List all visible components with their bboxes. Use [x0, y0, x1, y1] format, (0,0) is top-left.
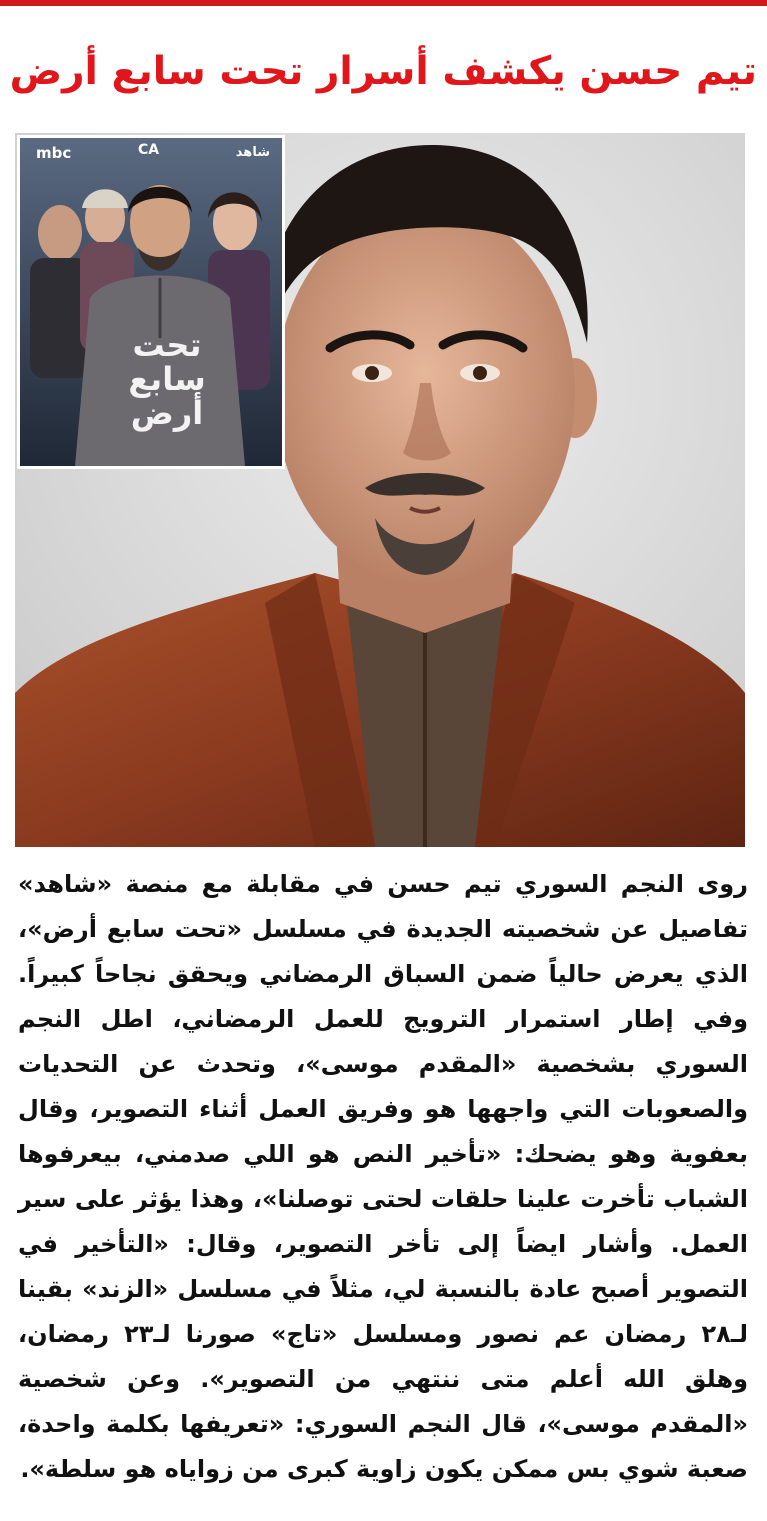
headline: تيم حسن يكشف أسرار تحت سابع أرض: [10, 49, 757, 94]
poster-title-line-1: تحت: [132, 326, 202, 364]
top-rule: [0, 0, 767, 6]
poster-title-line-2: سابع: [128, 360, 206, 398]
article-body: روى النجم السوري تيم حسن في مقابلة مع منصة «شاهد» تفاصيل عن شخصيته الجديدة في مسلسل «تحت سابع أرض»، الذي يعرض حالياً ضمن السباق الرمضاني ويحقق نجاحاً كبيراً. وفي إطار استمرار الترويج للعمل الرمضاني، اطل النجم السوري بشخصية «المقدم موسى»، وتحدث عن التحديات والصعوبات التي واجهها هو وفريق العمل أثناء التصوير، وقال بعفوية وهو يضحك: «تأخير النص هو اللي صدمني، بيعرفوها الشباب تأخرت علينا حلقات لحتى توصلنا»، وهذا يؤثر على سير العمل. وأشار ايضاً إلى تأخر التصوير، وقال: «التأخير في التصوير أصبح عادة بالنسبة لي، مثلاً في مسلسل «الزند» بقينا لـ٢٨ رمضان عم نصور ومسلسل «تاج» صورنا لـ٢٣ رمضان، وهلق الله أعلم متى ننتهي من التصوير». وعن شخصية «المقدم موسى»، قال النجم السوري: «تعريفها بكلمة واحدة، صعبة شوي بس ممكن يكون زاوية كبرى من زواياه هو سلطة».: [18, 870, 748, 1483]
poster-logo-ca: CA: [138, 142, 160, 158]
poster-logo-shahid: شاهد: [235, 145, 270, 160]
poster-logo-mbc: mbc: [36, 144, 72, 162]
poster-title-line-3: أرض: [130, 394, 204, 432]
poster-title: [112, 328, 222, 430]
poster-inset: [17, 135, 285, 469]
